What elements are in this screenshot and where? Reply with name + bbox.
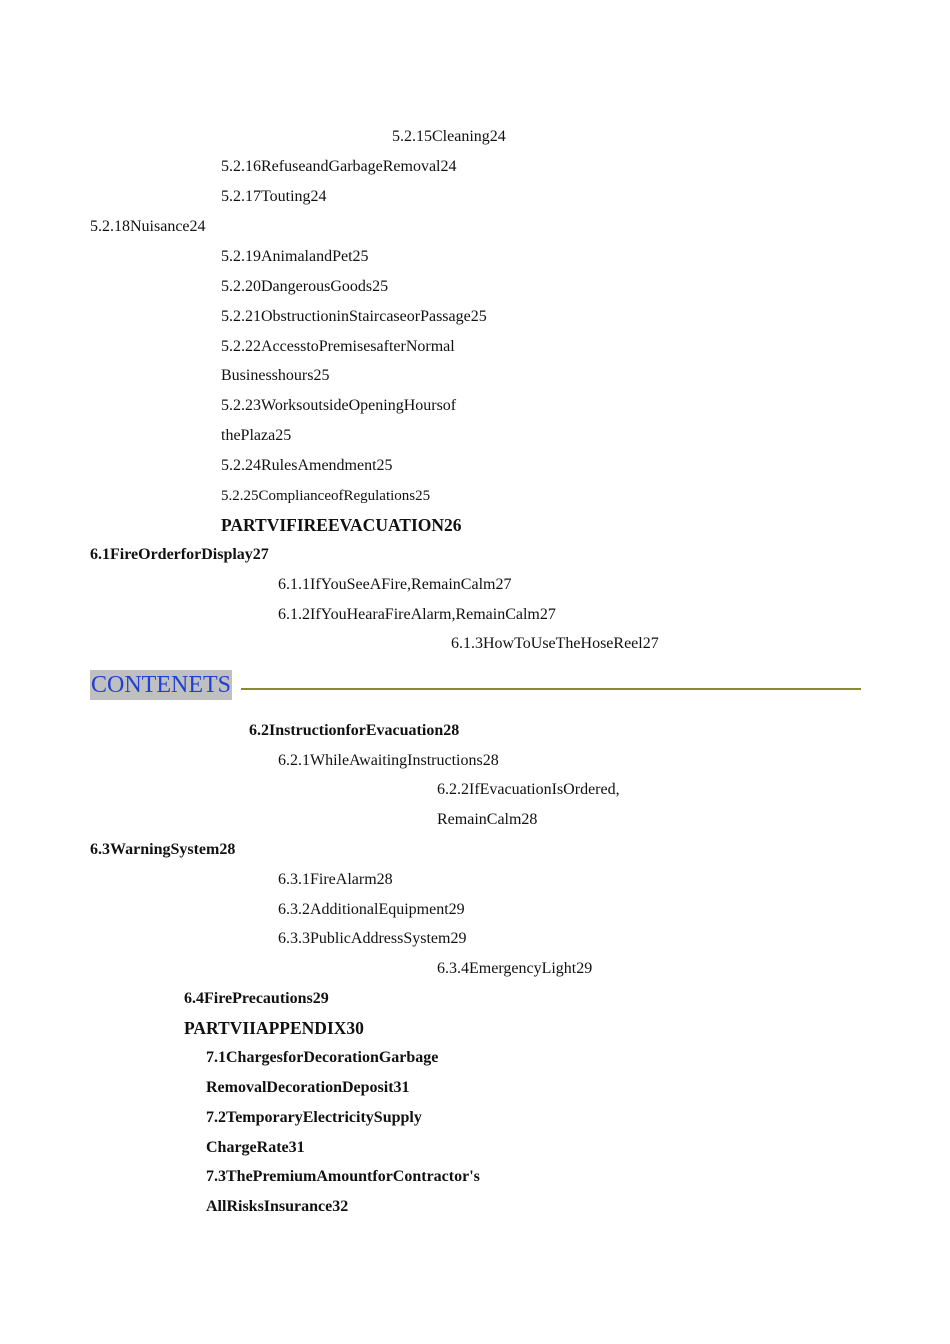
toc-entry[interactable]: thePlaza25 [221, 427, 292, 444]
toc-section[interactable]: 7.2TemporaryElectricitySupply [206, 1109, 422, 1126]
toc-section[interactable]: 6.2InstructionforEvacuation28 [249, 722, 460, 739]
toc-entry[interactable]: 6.3.2AdditionalEquipment29 [278, 901, 465, 918]
toc-section[interactable]: 7.1ChargesforDecorationGarbage [206, 1049, 439, 1066]
toc-entry[interactable]: RemainCalm28 [437, 811, 538, 828]
toc-entry[interactable]: 5.2.21ObstructioninStaircaseorPassage25 [221, 308, 487, 325]
toc-entry[interactable]: 5.2.17Touting24 [221, 188, 327, 205]
toc-section[interactable]: 7.3ThePremiumAmountforContractor's [206, 1168, 480, 1185]
toc-entry[interactable]: 5.2.16RefuseandGarbageRemoval24 [221, 158, 457, 175]
toc-entry[interactable]: Businesshours25 [221, 367, 330, 384]
heading-divider [241, 688, 861, 690]
toc-part-heading[interactable]: PARTVIFIREEVACUATION26 [221, 515, 462, 535]
toc-section[interactable]: RemovalDecorationDeposit31 [206, 1079, 410, 1096]
toc-entry[interactable]: 6.2.1WhileAwaitingInstructions28 [278, 752, 499, 769]
toc-section[interactable]: 6.1FireOrderforDisplay27 [90, 546, 269, 563]
toc-entry[interactable]: 5.2.15Cleaning24 [392, 128, 506, 145]
toc-entry[interactable]: 5.2.23WorksoutsideOpeningHoursof [221, 397, 457, 414]
toc-entry[interactable]: 6.3.1FireAlarm28 [278, 871, 393, 888]
contents-heading: CONTENETS [91, 672, 231, 698]
toc-entry[interactable]: 5.2.22AccesstoPremisesafterNormal [221, 338, 455, 355]
toc-entry[interactable]: 6.3.3PublicAddressSystem29 [278, 930, 467, 947]
toc-section[interactable]: 6.4FirePrecautions29 [184, 990, 329, 1007]
toc-entry[interactable]: 6.1.1IfYouSeeAFire,RemainCalm27 [278, 576, 512, 593]
toc-section[interactable]: 6.3WarningSystem28 [90, 841, 236, 858]
toc-entry[interactable]: 6.1.3HowToUseTheHoseReel27 [451, 635, 659, 652]
toc-entry[interactable]: 6.1.2IfYouHearaFireAlarm,RemainCalm27 [278, 606, 556, 623]
toc-entry[interactable]: 5.2.20DangerousGoods25 [221, 278, 389, 295]
toc-entry[interactable]: 5.2.19AnimalandPet25 [221, 248, 369, 265]
toc-entry[interactable]: 5.2.24RulesAmendment25 [221, 457, 393, 474]
toc-part-heading[interactable]: PARTVIIAPPENDIX30 [184, 1018, 364, 1038]
toc-entry[interactable]: 6.3.4EmergencyLight29 [437, 960, 593, 977]
toc-entry[interactable]: 5.2.18Nuisance24 [90, 218, 206, 235]
toc-section[interactable]: ChargeRate31 [206, 1139, 305, 1156]
toc-section[interactable]: AllRisksInsurance32 [206, 1198, 349, 1215]
toc-entry[interactable]: 6.2.2IfEvacuationIsOrdered, [437, 781, 620, 798]
toc-entry[interactable]: 5.2.25ComplianceofRegulations25 [221, 488, 431, 504]
